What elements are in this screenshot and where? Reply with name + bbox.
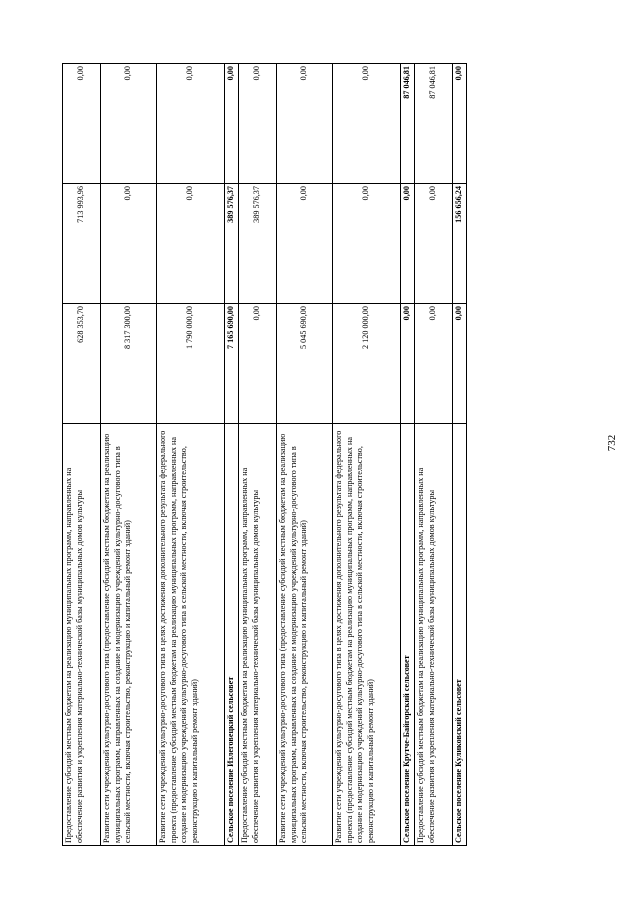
value-col-3: 87 046,81 (401, 64, 415, 184)
value-col-2: 156 656,24 (453, 184, 467, 304)
row-description: Сельское поселение Крутче-Байгорский сельсовет (401, 424, 415, 846)
subsidy-table (62, 63, 467, 846)
table-total-row (401, 64, 415, 846)
value-col-1: 0,00 (239, 304, 277, 424)
table-total-row (453, 64, 467, 846)
value-col-2: 0,00 (277, 184, 333, 304)
value-col-3: 0,00 (453, 64, 467, 184)
row-description: Предоставление субсидий местным бюджетам на реализацию муниципальных программ, направленных на обеспечение развития и укрепления материально-технической базы муниципальных домов культуры (415, 424, 453, 846)
table-total-row (225, 64, 239, 846)
table-row (277, 64, 333, 846)
value-col-3: 0,00 (225, 64, 239, 184)
page-number: 732 (606, 434, 618, 452)
row-description: Развитие сети учреждений культурно-досугового типа в целях достижения дополнительного результата федерального проекта (предоставление субсидий местным бюджетам на реализацию муниципальных программ, направленных на создание и модернизацию учреждений культурно-досугового типа в сельской местности, включая строительство, реконструкцию и капитальный ремонт зданий) (157, 424, 225, 846)
value-col-2: 389 576,37 (225, 184, 239, 304)
row-description: Развитие сети учреждений культурно-досугового типа в целях достижения дополнительного результата федерального проекта (предоставление субсидий местным бюджетам на реализацию муниципальных программ, направленных на создание и модернизацию учреждений культурно-досугового типа в сельской местности, включая строительство, реконструкцию и капитальный ремонт зданий) (333, 424, 401, 846)
value-col-2: 389 576,37 (239, 184, 277, 304)
value-col-1: 1 790 000,00 (157, 304, 225, 424)
table-row (157, 64, 225, 846)
value-col-1: 0,00 (453, 304, 467, 424)
value-col-3: 0,00 (277, 64, 333, 184)
row-description: Предоставление субсидий местным бюджетам на реализацию муниципальных программ, направленных на обеспечение развития и укрепления материально-технической базы муниципальных домов культуры (239, 424, 277, 846)
value-col-3: 0,00 (101, 64, 157, 184)
table-row (239, 64, 277, 846)
value-col-2: 0,00 (333, 184, 401, 304)
table-body (63, 64, 467, 846)
row-description: Предоставление субсидий местным бюджетам на реализацию муниципальных программ, направленных на обеспечение развития и укрепления материально-технической базы муниципальных домов культуры (63, 424, 101, 846)
value-col-1: 0,00 (401, 304, 415, 424)
value-col-1: 0,00 (415, 304, 453, 424)
table-row (63, 64, 101, 846)
value-col-2: 0,00 (401, 184, 415, 304)
value-col-2: 0,00 (101, 184, 157, 304)
value-col-1: 7 165 690,00 (225, 304, 239, 424)
value-col-3: 0,00 (239, 64, 277, 184)
value-col-3: 0,00 (157, 64, 225, 184)
row-description: Развитие сети учреждений культурно-досугового типа (предоставление субсидий местным бюджетам на реализацию муниципальных программ, направленных на создание и модернизацию учреждений культурно-досугового типа в сельской местности, включая строительство, реконструкцию и капитальный ремонт зданий) (101, 424, 157, 846)
value-col-1: 5 045 690,00 (277, 304, 333, 424)
value-col-2: 0,00 (415, 184, 453, 304)
value-col-1: 2 120 000,00 (333, 304, 401, 424)
rotated-table-container (62, 64, 584, 846)
row-description: Сельское поселение Излеговецкий сельсовет (225, 424, 239, 846)
value-col-1: 8 317 300,00 (101, 304, 157, 424)
value-col-2: 713 993,96 (63, 184, 101, 304)
row-description: Сельское поселение Куликовский сельсовет (453, 424, 467, 846)
table-row (415, 64, 453, 846)
table-row (101, 64, 157, 846)
value-col-1: 628 353,70 (63, 304, 101, 424)
value-col-2: 0,00 (157, 184, 225, 304)
row-description: Развитие сети учреждений культурно-досугового типа (предоставление субсидий местным бюджетам на реализацию муниципальных программ, направленных на создание и модернизацию учреждений культурно-досугового типа в сельской местности, включая строительство, реконструкцию и капитальный ремонт зданий) (277, 424, 333, 846)
value-col-3: 0,00 (333, 64, 401, 184)
value-col-3: 87 046,81 (415, 64, 453, 184)
table-row (333, 64, 401, 846)
value-col-3: 0,00 (63, 64, 101, 184)
